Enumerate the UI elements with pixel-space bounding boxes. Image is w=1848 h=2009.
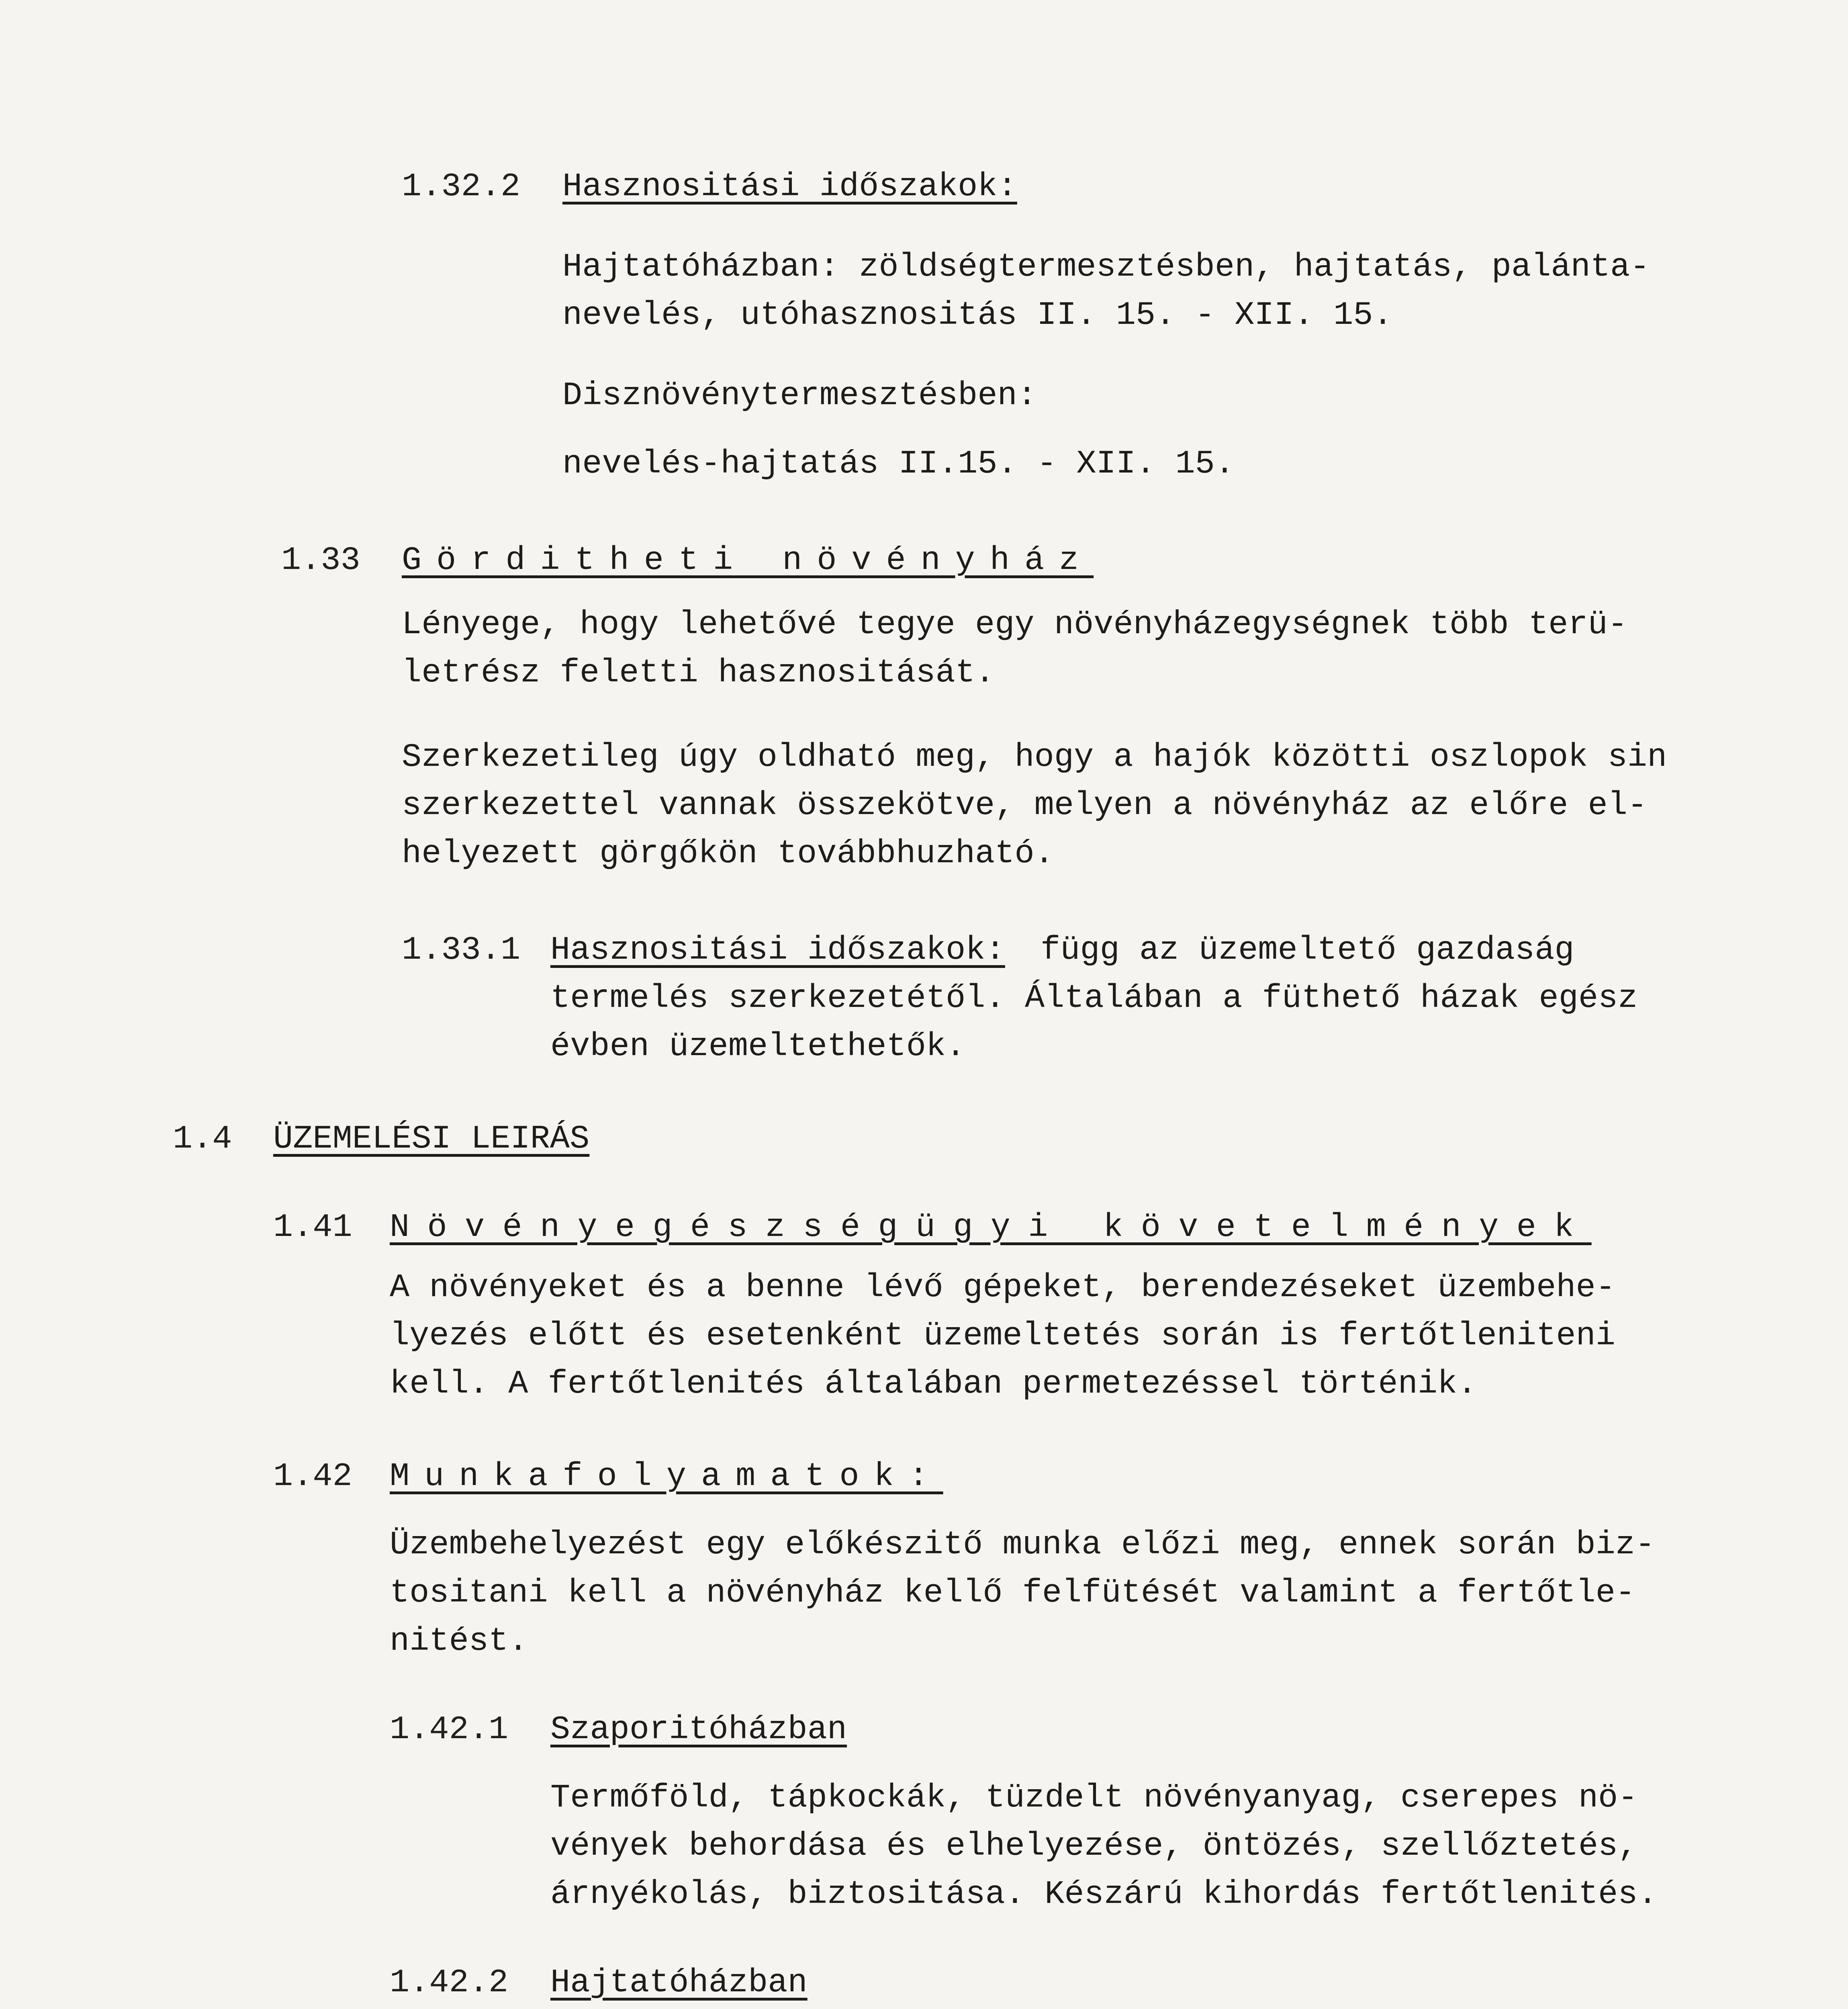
- text-line: Üzembehelyezést egy előkészitő munka előzi meg, ennek során biz-: [390, 1526, 1655, 1563]
- text-line: évben üzemeltethetők.: [550, 1028, 966, 1065]
- text-line: Hajtatóházban: zöldségtermesztésben, hajtatás, palánta-: [562, 248, 1650, 286]
- text-line: Disznövénytermesztésben:: [562, 377, 1037, 414]
- section-heading: Hasznositási időszakok:: [562, 168, 1017, 205]
- text-line: nevelés, utóhasznositás II. 15. - XII. 15.: [562, 297, 1393, 334]
- text-line: letrész feletti hasznositását.: [402, 654, 995, 691]
- section-number: 1.41: [273, 1209, 352, 1246]
- section-heading: Hasznositási időszakok:: [550, 931, 1005, 969]
- text-line: vények behordása és elhelyezése, öntözés, szellőztetés,: [550, 1827, 1638, 1865]
- text-line: tositani kell a növényház kellő felfütését valamint a fertőtle-: [390, 1574, 1635, 1612]
- text-line: nitést.: [390, 1622, 528, 1660]
- section-number: 1.4: [173, 1120, 232, 1158]
- text-line: termelés szerkezetétől. Általában a füthető házak egész: [550, 980, 1638, 1017]
- section-number: 1.33: [281, 542, 360, 579]
- section-heading: Növényegészségügyi követelmények: [390, 1209, 1592, 1246]
- section-heading: Szaporitóházban: [550, 1711, 847, 1748]
- text-line: helyezett görgőkön továbbhuzható.: [402, 835, 1054, 872]
- text-line: nevelés-hajtatás II.15. - XII. 15.: [562, 445, 1235, 483]
- section-heading: Munkafolyamatok:: [390, 1458, 943, 1495]
- text-line: szerkezettel vannak összekötve, melyen a növényház az előre el-: [402, 787, 1648, 824]
- section-heading: Görditheti növényház: [402, 542, 1094, 579]
- text-line: A növényeket és a benne lévő gépeket, berendezéseket üzembehe-: [390, 1269, 1615, 1306]
- section-number: 1.32.2: [402, 168, 521, 205]
- text-line: Szerkezetileg úgy oldható meg, hogy a hajók közötti oszlopok sin: [402, 739, 1667, 776]
- section-number: 1.42.1: [390, 1711, 509, 1748]
- text-line: árnyékolás, biztositása. Készárú kihordás fertőtlenités.: [550, 1876, 1658, 1913]
- text-line: kell. A fertőtlenités általában permetezéssel történik.: [390, 1365, 1477, 1403]
- text-line: Lényege, hogy lehetővé tegye egy növényházegységnek több terü-: [402, 606, 1627, 643]
- section-number: 1.33.1: [402, 931, 521, 969]
- section-number: 1.42: [273, 1458, 352, 1495]
- section-number: 1.42.2: [390, 1964, 509, 2001]
- text-line: Termőföld, tápkockák, tüzdelt növényanyag, cserepes nö-: [550, 1779, 1638, 1817]
- text-line: függ az üzemeltető gazdaság: [1041, 931, 1574, 969]
- section-heading: ÜZEMELÉSI LEIRÁS: [273, 1120, 590, 1158]
- section-heading: Hajtatóházban: [550, 1964, 807, 2001]
- text-line: lyezés előtt és esetenként üzemeltetés során is fertőtleniteni: [390, 1317, 1615, 1354]
